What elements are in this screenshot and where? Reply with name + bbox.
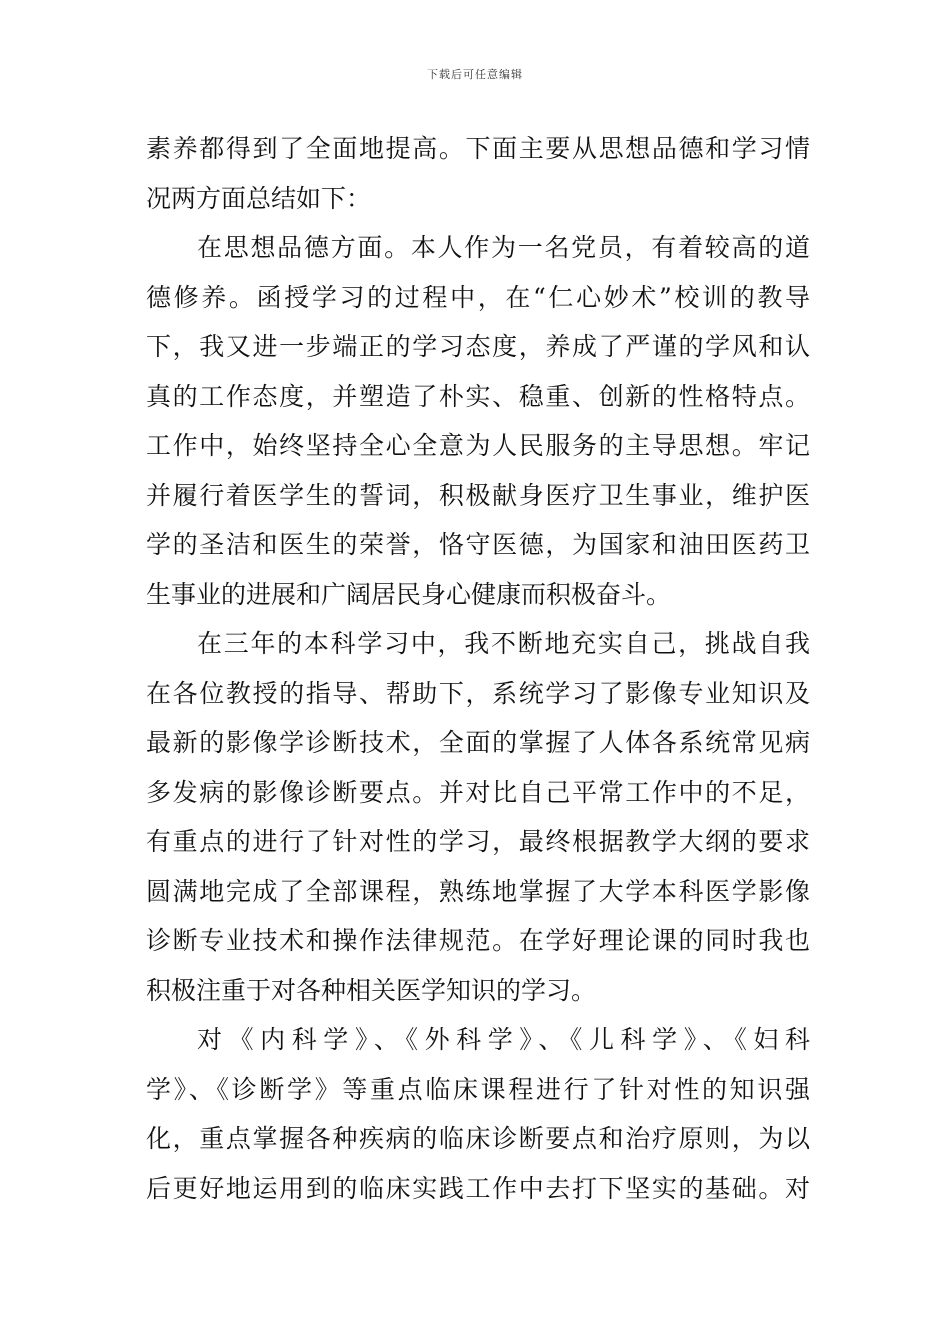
- text-line: 在各位教授的指导、帮助下，系统学习了影像专业知识及: [146, 678, 810, 708]
- text-line: 学》、《诊断学》等重点临床课程进行了针对性的知识强: [146, 1074, 810, 1104]
- text-line: 诊断专业技术和操作法律规范。在学好理论课的同时我也: [146, 926, 810, 955]
- body-text: [146, 124, 810, 1213]
- text-line: 下，我又进一步端正的学习态度，养成了严谨的学风和认: [146, 332, 810, 361]
- text-line: 况两方面总结如下：: [146, 183, 372, 213]
- text-line: 化，重点掌握各种疾病的临床诊断要点和治疗原则，为以: [146, 1124, 810, 1153]
- paragraph-first-line: 对《内科学》、《外科学》、《儿科学》、《妇科: [197, 1025, 810, 1054]
- text-line: 多发病的影像诊断要点。并对比自己平常工作中的不足，: [146, 777, 810, 807]
- text-line: 真的工作态度，并塑造了朴实、稳重、创新的性格特点。: [146, 381, 810, 411]
- text-line: 最新的影像学诊断技术，全面的掌握了人体各系统常见病: [146, 728, 810, 757]
- text-line: 并履行着医学生的誓词，积极献身医疗卫生事业，维护医: [146, 480, 810, 510]
- text-line: 积极注重于对各种相关医学知识的学习。: [146, 975, 597, 1005]
- text-line: 德修养。函授学习的过程中，在“仁心妙术”校训的教导: [146, 282, 810, 312]
- text-line: 后更好地运用到的临床实践工作中去打下坚实的基础。对: [146, 1173, 810, 1203]
- text-line: 生事业的进展和广阔居民身心健康而积极奋斗。: [146, 579, 672, 609]
- paragraph-first-line: 在思想品德方面。本人作为一名党员，有着较高的道: [197, 233, 810, 262]
- text-line: 学的圣洁和医生的荣誉，恪守医德，为国家和油田医药卫: [146, 530, 810, 559]
- text-line: 圆满地完成了全部课程，熟练地掌握了大学本科医学影像: [146, 876, 810, 906]
- text-line: 素养都得到了全面地提高。下面主要从思想品德和学习情: [146, 134, 810, 163]
- text-line: 工作中，始终坚持全心全意为人民服务的主导思想。牢记: [146, 431, 810, 460]
- text-line: 有重点的进行了针对性的学习，最终根据教学大纲的要求: [146, 827, 810, 856]
- page-header: 下载后可任意编辑: [427, 68, 523, 81]
- paragraph-first-line: 在三年的本科学习中，我不断地充实自己，挑战自我: [197, 629, 810, 658]
